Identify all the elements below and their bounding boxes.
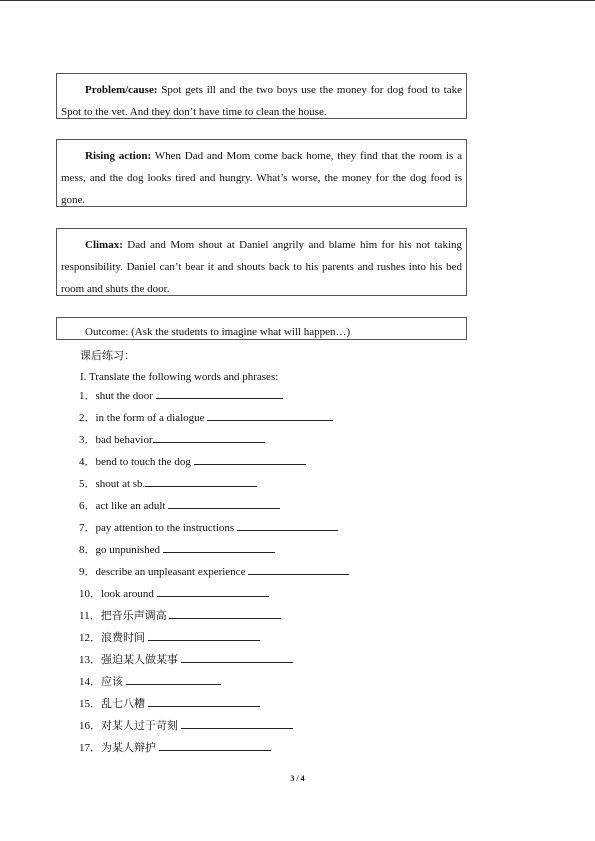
list-item [79, 387, 283, 403]
answer-blank[interactable] [145, 477, 257, 487]
list-item [79, 475, 257, 491]
item-number: 6． [79, 500, 96, 512]
item-number: 16． [79, 720, 101, 732]
answer-blank[interactable] [148, 697, 260, 707]
answer-blank[interactable] [181, 653, 293, 663]
list-item [79, 541, 275, 557]
item-number: 1． [79, 390, 96, 402]
item-number: 9． [79, 566, 96, 578]
answer-blank[interactable] [157, 587, 269, 597]
list-item [79, 717, 293, 733]
item-text: go unpunished [95, 544, 163, 556]
item-text: shut the door [95, 390, 156, 402]
page-top-rule [0, 0, 595, 1]
answer-blank[interactable] [163, 543, 275, 553]
item-text: 强迫某人做某事 [101, 654, 181, 666]
exercise-instruction: I. Translate the following words and phrases: [80, 371, 279, 383]
item-number: 13． [79, 654, 101, 666]
item-text: 对某人过于苛刻 [101, 720, 181, 732]
list-item [79, 519, 338, 535]
item-text: in the form of a dialogue [95, 412, 208, 424]
item-number: 8． [79, 544, 96, 556]
item-number: 5． [79, 478, 96, 490]
box-text: Spot gets ill and the two boys use the money for dog food to take Spot to the vet. And they don’t have time to clean the house. [61, 84, 462, 118]
outcome-box [56, 317, 467, 340]
list-item [79, 607, 281, 623]
answer-blank[interactable] [237, 521, 338, 531]
list-item [79, 629, 260, 645]
item-number: 12． [79, 632, 101, 644]
item-text: 为某人辩护 [101, 742, 159, 754]
answer-blank[interactable] [153, 433, 265, 443]
list-item [79, 453, 306, 469]
list-item [79, 673, 221, 689]
item-number: 3． [79, 434, 96, 446]
item-number: 17． [79, 742, 101, 754]
item-number: 4． [79, 456, 96, 468]
problem-cause-box [56, 73, 467, 119]
box-text: Outcome: (Ask the students to imagine what will happen…) [85, 326, 351, 338]
list-item [79, 409, 333, 425]
answer-blank[interactable] [181, 719, 293, 729]
answer-blank[interactable] [126, 675, 221, 685]
page-number: 3 / 4 [290, 774, 305, 783]
item-text: look around [101, 588, 157, 600]
item-number: 11． [79, 610, 101, 622]
list-item [79, 563, 349, 579]
item-text: 把音乐声调高 [100, 610, 170, 622]
answer-blank[interactable] [148, 631, 260, 641]
answer-blank[interactable] [194, 455, 306, 465]
section-title: 课后练习： [80, 350, 135, 362]
item-text: pay attention to the instructions [95, 522, 237, 534]
item-text: 应该 [101, 676, 126, 688]
list-item [79, 739, 271, 755]
answer-blank[interactable] [207, 411, 333, 421]
item-number: 2． [79, 412, 96, 424]
list-item [79, 695, 260, 711]
answer-blank[interactable] [159, 741, 271, 751]
answer-blank[interactable] [169, 609, 281, 619]
list-item [79, 585, 269, 601]
item-number: 15． [79, 698, 101, 710]
climax-box [56, 228, 467, 296]
list-item [79, 651, 293, 667]
list-item [79, 431, 265, 447]
box-label: Rising action: [85, 150, 152, 162]
item-number: 10． [79, 588, 101, 600]
answer-blank[interactable] [168, 499, 280, 509]
item-number: 14． [79, 676, 101, 688]
box-label: Problem/cause: [85, 84, 158, 96]
list-item [79, 497, 280, 513]
item-text: shout at sb. [95, 478, 146, 490]
item-text: 乱七八糟 [101, 698, 148, 710]
box-text: Dad and Mom shout at Daniel angrily and blame him for his not taking responsibility. Daniel can’t bear it and shouts back to his parents and rushes into his bed room and shuts the door. [61, 239, 462, 295]
item-text: act like an adult [95, 500, 169, 512]
item-text: bend to touch the dog [95, 456, 194, 468]
answer-blank[interactable] [248, 565, 349, 575]
item-text: 浪费时间 [101, 632, 148, 644]
item-number: 7． [79, 522, 96, 534]
rising-action-box [56, 139, 467, 207]
answer-blank[interactable] [156, 389, 283, 399]
box-label: Climax: [85, 239, 123, 251]
box-text: When Dad and Mom come back home, they find that the room is a mess, and the dog looks tired and hungry. What’s worse, the money for the dog food is gone. [61, 150, 462, 206]
item-text: bad behavior [95, 434, 153, 446]
item-text: describe an unpleasant experience [95, 566, 249, 578]
